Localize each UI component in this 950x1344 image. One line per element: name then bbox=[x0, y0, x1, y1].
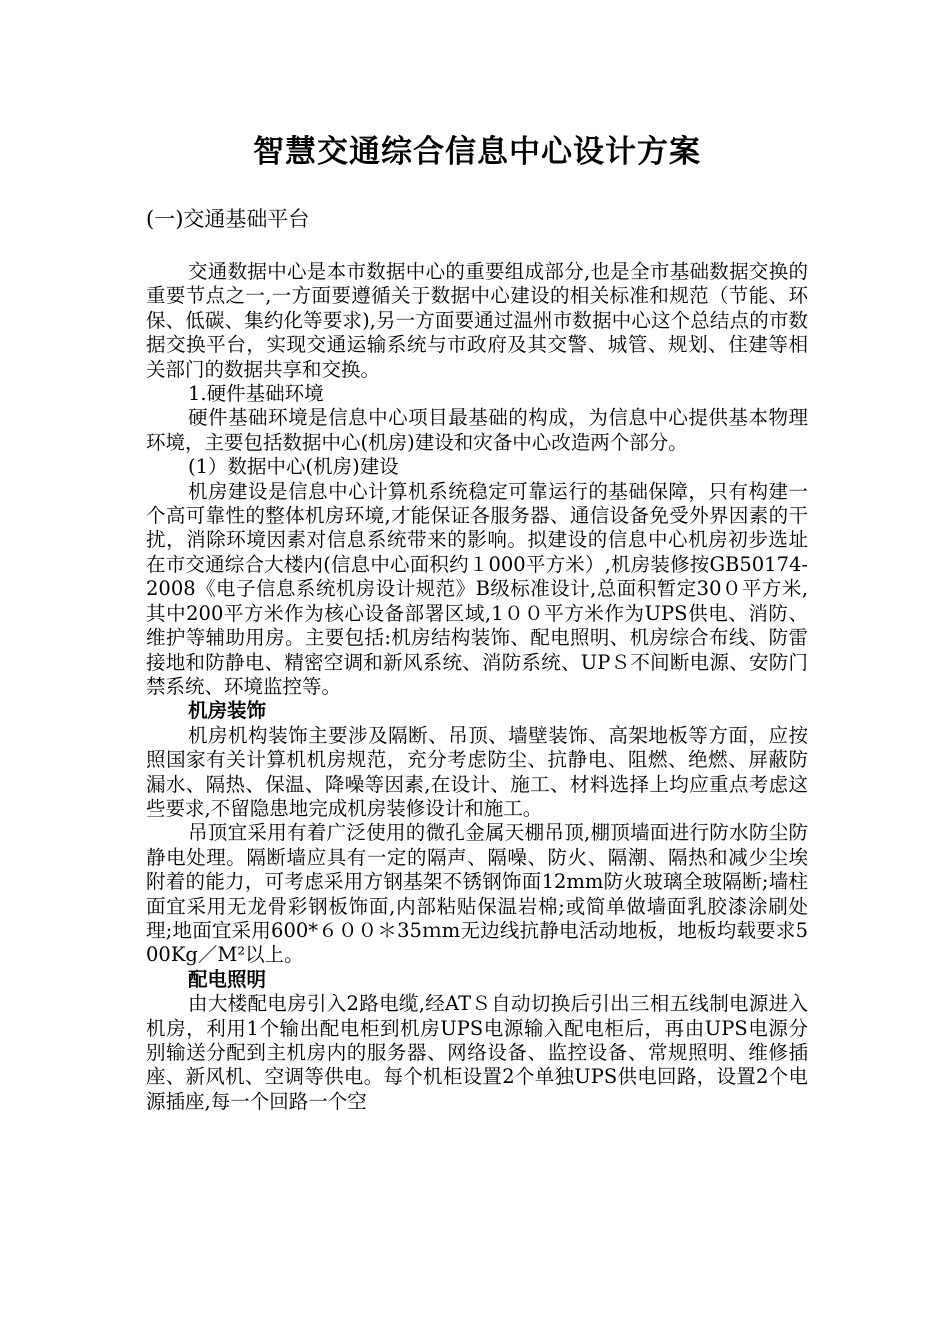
body-paragraph: 机房机构装饰主要涉及隔断、吊顶、墙壁装饰、高架地板等方面，应按照国家有关计算机机房规范，充分考虑防尘、抗静电、阻燃、绝燃、屏蔽防漏水、隔热、保温、降噪等因素,在设计、施工、材料选择上均应重点考虑这些要求,不留隐患地完成机房装修设计和施工。 bbox=[146, 723, 808, 820]
body-paragraph: 交通数据中心是本市数据中心的重要组成部分,也是全市基础数据交换的重要节点之一,一方面要遵循关于数据中心建设的相关标准和规范（节能、环保、低碳、集约化等要求),另一方面要通过温州市数据中心这个总结点的市数据交换平台，实现交通运输系统与市政府及其交警、城管、规划、住建等相关部门的数据共享和交换。 bbox=[146, 260, 808, 381]
document-body bbox=[146, 260, 808, 1114]
body-paragraph: 吊顶宜采用有着广泛使用的微孔金属天棚吊顶,棚顶墙面进行防水防尘防静电处理。隔断墙应具有一定的隔声、隔噪、防火、隔潮、隔热和减少尘埃附着的能力，可考虑采用方钢基架不锈钢饰面12mm防火玻璃全玻隔断;墙柱面宜采用无龙骨彩钢板饰面,内部粘贴保温岩棉;或简单做墙面乳胶漆涂刷处理;地面宜采用600*６００＊35ｍm无边线抗静电活动地板，地板均载要求500Kg／M²以上。 bbox=[146, 821, 808, 967]
body-paragraph: 硬件基础环境是信息中心项目最基础的构成，为信息中心提供基本物理环境，主要包括数据中心(机房)建设和灾备中心改造两个部分。 bbox=[146, 406, 808, 454]
body-paragraph: 机房建设是信息中心计算机系统稳定可靠运行的基础保障，只有构建一个高可靠性的整体机房环境,才能保证各服务器、通信设备免受外界因素的干扰，消除环境因素对信息系统带来的影响。拟建设的信息中心机房初步选址在市交通综合大楼内(信息中心面积约１000平方米）,机房装修按GB50174-2008《电子信息系统机房设计规范》B级标准设计,总面积暂定30０平方米,其中200平方米作为核心设备部署区域,1００平方米作为UPS供电、消防、维护等辅助用房。主要包括:机房结构装饰、配电照明、机房综合布线、防雷接地和防静电、精密空调和新风系统、消防系统、UPＳ不间断电源、安防门禁系统、环境监控等。 bbox=[146, 479, 808, 698]
document-page bbox=[146, 0, 808, 1114]
section-heading: (一)交通基础平台 bbox=[146, 207, 310, 231]
body-paragraph: 由大楼配电房引入2路电缆,经ATＳ自动切换后引出三相五线制电源进入机房，利用1个输出配电柜到机房UPS电源输入配电柜后，再由UPS电源分别输送分配到主机房内的服务器、网络设备、监控设备、常规照明、维修插座、新风机、空调等供电。每个机柜设置2个单独UPS供电回路，设置2个电源插座,每一个回路一个空 bbox=[146, 992, 808, 1113]
document-title: 智慧交通综合信息中心设计方案 bbox=[253, 134, 701, 170]
subsection-label: 1.硬件基础环境 bbox=[188, 382, 324, 406]
subsection-label: (1）数据中心(机房)建设 bbox=[188, 455, 399, 479]
subsection-heading: 配电照明 bbox=[188, 967, 267, 991]
subsection-heading: 机房装饰 bbox=[188, 699, 267, 723]
